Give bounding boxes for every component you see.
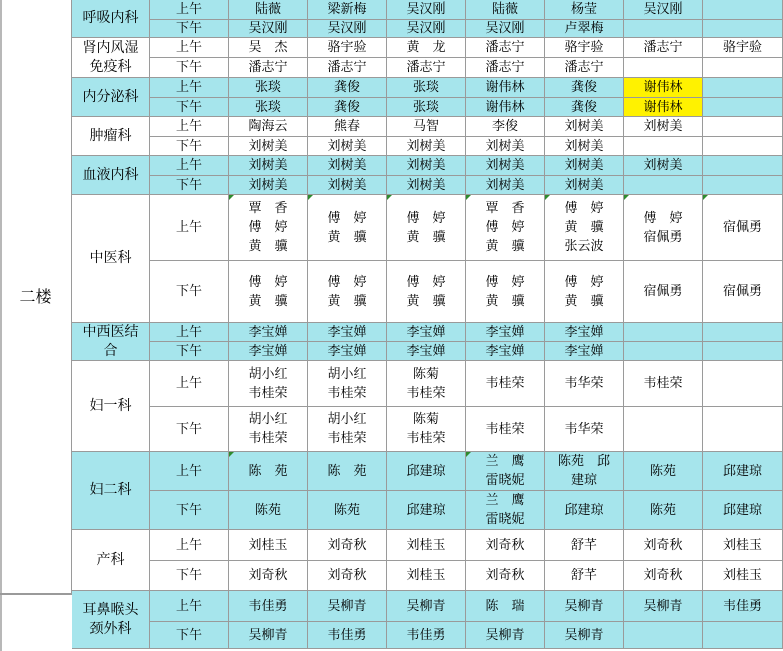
schedule-cell xyxy=(703,137,783,156)
schedule-cell: 刘树美 xyxy=(466,156,545,176)
schedule-cell: 李宝婵 xyxy=(545,323,624,342)
schedule-cell xyxy=(703,361,783,407)
schedule-cell xyxy=(703,20,783,38)
schedule-cell: 吴柳青 xyxy=(545,591,624,622)
schedule-cell: 吴汉刚 xyxy=(624,0,703,20)
department-name: 内分泌科 xyxy=(72,78,150,117)
schedule-cell: 陆薇 xyxy=(229,0,308,20)
schedule-cell: 马智 xyxy=(387,117,466,137)
schedule-cell: 陈 苑 xyxy=(229,452,308,491)
session-label: 下午 xyxy=(150,491,229,530)
schedule-cell: 谢伟林 xyxy=(466,98,545,117)
schedule-cell: 傅 婷 黄 骥 xyxy=(387,195,466,261)
schedule-cell: 刘奇秋 xyxy=(308,561,387,591)
schedule-cell: 舒芊 xyxy=(545,561,624,591)
schedule-cell: 李宝婵 xyxy=(466,342,545,361)
schedule-cell: 龚俊 xyxy=(308,78,387,98)
schedule-cell: 陶海云 xyxy=(229,117,308,137)
schedule-cell: 刘奇秋 xyxy=(308,530,387,561)
schedule-cell: 陆薇 xyxy=(466,0,545,20)
floor-label: 二楼 xyxy=(0,0,72,594)
schedule-cell: 邱建琼 xyxy=(545,491,624,530)
schedule-cell: 邱建琼 xyxy=(387,452,466,491)
schedule-cell: 刘树美 xyxy=(624,117,703,137)
department-name: 产科 xyxy=(72,530,150,591)
schedule-cell: 骆宇验 xyxy=(545,38,624,58)
schedule-cell: 陈苑 邱 建琼 xyxy=(545,452,624,491)
schedule-cell: 胡小红 韦桂荣 xyxy=(229,361,308,407)
schedule-cell xyxy=(703,117,783,137)
schedule-cell: 吴 杰 xyxy=(229,38,308,58)
schedule-cell: 熊春 xyxy=(308,117,387,137)
schedule-cell: 张琰 xyxy=(229,98,308,117)
session-label: 上午 xyxy=(150,0,229,20)
schedule-cell: 刘树美 xyxy=(387,156,466,176)
schedule-cell: 张琰 xyxy=(387,78,466,98)
schedule-cell: 刘奇秋 xyxy=(466,530,545,561)
schedule-cell xyxy=(703,342,783,361)
schedule-cell: 陈菊 韦桂荣 xyxy=(387,361,466,407)
schedule-cell: 韦华荣 xyxy=(545,407,624,452)
schedule-cell: 陈 苑 xyxy=(308,452,387,491)
department-name: 中医科 xyxy=(72,195,150,323)
schedule-cell xyxy=(703,407,783,452)
schedule-cell: 胡小红 韦桂荣 xyxy=(308,407,387,452)
schedule-cell: 刘树美 xyxy=(308,176,387,195)
schedule-cell: 潘志宁 xyxy=(308,58,387,78)
schedule-cell: 韦佳勇 xyxy=(308,622,387,649)
schedule-cell: 邱建琼 xyxy=(703,491,783,530)
schedule-cell: 梁新梅 xyxy=(308,0,387,20)
schedule-cell: 韦桂荣 xyxy=(624,361,703,407)
session-label: 上午 xyxy=(150,323,229,342)
schedule-cell: 吴汉刚 xyxy=(229,20,308,38)
schedule-cell: 刘桂玉 xyxy=(387,561,466,591)
schedule-cell: 刘树美 xyxy=(466,176,545,195)
schedule-cell: 谢伟林 xyxy=(624,98,703,117)
schedule-cell: 傅 婷 黄 骥 xyxy=(229,261,308,323)
schedule-cell: 陈苑 xyxy=(624,452,703,491)
schedule-cell: 陈 瑞 xyxy=(466,591,545,622)
schedule-cell: 谢伟林 xyxy=(466,78,545,98)
schedule-cell: 龚俊 xyxy=(545,98,624,117)
schedule-cell xyxy=(624,342,703,361)
schedule-cell: 吴汉刚 xyxy=(387,20,466,38)
schedule-cell: 傅 婷 黄 骥 xyxy=(387,261,466,323)
schedule-cell: 潘志宁 xyxy=(387,58,466,78)
schedule-cell: 韦佳勇 xyxy=(703,591,783,622)
schedule-cell xyxy=(624,58,703,78)
schedule-cell: 李宝婵 xyxy=(466,323,545,342)
schedule-cell: 李宝婵 xyxy=(229,323,308,342)
schedule-cell xyxy=(624,137,703,156)
schedule-cell: 龚俊 xyxy=(545,78,624,98)
schedule-cell: 潘志宁 xyxy=(545,58,624,78)
session-label: 下午 xyxy=(150,622,229,649)
schedule-cell: 韦佳勇 xyxy=(229,591,308,622)
session-label: 下午 xyxy=(150,58,229,78)
schedule-cell: 韦桂荣 xyxy=(466,407,545,452)
schedule-cell xyxy=(703,176,783,195)
schedule-cell xyxy=(624,407,703,452)
schedule-cell: 陈苑 xyxy=(624,491,703,530)
schedule-cell: 陈菊 韦桂荣 xyxy=(387,407,466,452)
schedule-cell: 潘志宁 xyxy=(466,58,545,78)
schedule-cell: 谢伟林 xyxy=(624,78,703,98)
schedule-cell: 刘树美 xyxy=(387,137,466,156)
schedule-cell: 刘桂玉 xyxy=(229,530,308,561)
schedule-cell: 傅 婷 宿佩勇 xyxy=(624,195,703,261)
schedule-cell: 李宝婵 xyxy=(387,342,466,361)
schedule-cell: 宿佩勇 xyxy=(624,261,703,323)
schedule-cell: 龚俊 xyxy=(308,98,387,117)
session-label: 上午 xyxy=(150,361,229,407)
schedule-cell: 刘树美 xyxy=(229,156,308,176)
schedule-cell xyxy=(703,58,783,78)
schedule-cell: 骆宇验 xyxy=(703,38,783,58)
schedule-cell: 潘志宁 xyxy=(466,38,545,58)
schedule-cell: 吴柳青 xyxy=(387,591,466,622)
schedule-cell: 傅 婷 黄 骥 xyxy=(466,261,545,323)
schedule-cell: 李宝婵 xyxy=(387,323,466,342)
department-name: 血液内科 xyxy=(72,156,150,195)
department-name: 呼吸内科 xyxy=(72,0,150,38)
schedule-cell: 陈苑 xyxy=(308,491,387,530)
schedule-cell: 吴柳青 xyxy=(308,591,387,622)
schedule-cell xyxy=(703,622,783,649)
schedule-cell: 卢翠梅 xyxy=(545,20,624,38)
schedule-cell xyxy=(703,0,783,20)
schedule-cell: 吴柳青 xyxy=(624,591,703,622)
schedule-cell: 胡小红 韦桂荣 xyxy=(308,361,387,407)
schedule-cell: 宿佩勇 xyxy=(703,261,783,323)
schedule-cell: 刘树美 xyxy=(229,137,308,156)
schedule-cell: 韦华荣 xyxy=(545,361,624,407)
session-label: 上午 xyxy=(150,591,229,622)
schedule-cell: 宿佩勇 xyxy=(703,195,783,261)
schedule-cell: 刘桂玉 xyxy=(703,561,783,591)
schedule-cell: 刘奇秋 xyxy=(624,530,703,561)
department-name: 妇一科 xyxy=(72,361,150,452)
schedule-cell: 吴柳青 xyxy=(545,622,624,649)
schedule-cell: 刘树美 xyxy=(624,156,703,176)
schedule-cell: 李宝婵 xyxy=(308,323,387,342)
department-name: 耳鼻喉头 颈外科 xyxy=(72,591,150,649)
session-label: 下午 xyxy=(150,342,229,361)
schedule-cell: 兰 鹰 雷晓妮 xyxy=(466,491,545,530)
schedule-cell: 覃 香 傅 婷 黄 骥 xyxy=(466,195,545,261)
schedule-cell: 张琰 xyxy=(229,78,308,98)
schedule-cell xyxy=(703,156,783,176)
schedule-cell: 吴汉刚 xyxy=(466,20,545,38)
schedule-cell: 刘树美 xyxy=(308,137,387,156)
session-label: 上午 xyxy=(150,195,229,261)
schedule-cell: 刘桂玉 xyxy=(703,530,783,561)
schedule-cell: 兰 鹰 雷晓妮 xyxy=(466,452,545,491)
schedule-cell: 傅 婷 黄 骥 张云波 xyxy=(545,195,624,261)
schedule-cell: 韦桂荣 xyxy=(466,361,545,407)
schedule-cell: 吴柳青 xyxy=(229,622,308,649)
schedule-cell xyxy=(703,78,783,98)
schedule-cell xyxy=(624,622,703,649)
schedule-cell: 潘志宁 xyxy=(229,58,308,78)
schedule-cell: 陈苑 xyxy=(229,491,308,530)
schedule-cell xyxy=(624,176,703,195)
schedule-cell: 李宝婵 xyxy=(308,342,387,361)
schedule-cell: 覃 香 傅 婷 黄 骥 xyxy=(229,195,308,261)
department-name: 肾内风湿 免疫科 xyxy=(72,38,150,78)
schedule-cell: 吴汉刚 xyxy=(308,20,387,38)
schedule-cell: 刘树美 xyxy=(387,176,466,195)
schedule-cell: 胡小红 韦桂荣 xyxy=(229,407,308,452)
department-name: 妇二科 xyxy=(72,452,150,530)
session-label: 上午 xyxy=(150,117,229,137)
schedule-cell: 黄 龙 xyxy=(387,38,466,58)
schedule-cell: 刘奇秋 xyxy=(229,561,308,591)
session-label: 上午 xyxy=(150,530,229,561)
schedule-cell: 刘树美 xyxy=(545,117,624,137)
session-label: 下午 xyxy=(150,407,229,452)
schedule-cell: 舒芊 xyxy=(545,530,624,561)
department-name: 中西医结 合 xyxy=(72,323,150,361)
schedule-cell: 骆宇验 xyxy=(308,38,387,58)
schedule-cell: 杨莹 xyxy=(545,0,624,20)
schedule-cell: 张琰 xyxy=(387,98,466,117)
schedule-cell: 刘树美 xyxy=(466,137,545,156)
session-label: 下午 xyxy=(150,561,229,591)
session-label: 下午 xyxy=(150,20,229,38)
schedule-cell xyxy=(624,323,703,342)
schedule-cell: 李宝婵 xyxy=(545,342,624,361)
schedule-cell: 潘志宁 xyxy=(624,38,703,58)
schedule-cell xyxy=(624,20,703,38)
schedule-cell: 刘树美 xyxy=(308,156,387,176)
session-label: 下午 xyxy=(150,261,229,323)
floor-divider xyxy=(0,594,72,595)
schedule-cell: 刘树美 xyxy=(545,156,624,176)
schedule-cell xyxy=(703,98,783,117)
schedule-cell: 傅 婷 黄 骥 xyxy=(308,261,387,323)
session-label: 上午 xyxy=(150,38,229,58)
schedule-cell: 邱建琼 xyxy=(387,491,466,530)
schedule-cell: 刘树美 xyxy=(545,176,624,195)
session-label: 上午 xyxy=(150,78,229,98)
schedule-cell: 韦佳勇 xyxy=(387,622,466,649)
schedule-cell xyxy=(703,323,783,342)
schedule-cell: 刘奇秋 xyxy=(624,561,703,591)
schedule-cell: 刘树美 xyxy=(545,137,624,156)
session-label: 下午 xyxy=(150,98,229,117)
schedule-cell: 傅 婷 黄 骥 xyxy=(545,261,624,323)
schedule-cell: 刘树美 xyxy=(229,176,308,195)
schedule-cell: 刘桂玉 xyxy=(387,530,466,561)
schedule-cell: 吴汉刚 xyxy=(387,0,466,20)
schedule-cell: 李宝婵 xyxy=(229,342,308,361)
schedule-cell: 傅 婷 黄 骥 xyxy=(308,195,387,261)
schedule-cell: 邱建琼 xyxy=(703,452,783,491)
session-label: 下午 xyxy=(150,176,229,195)
schedule-cell: 刘奇秋 xyxy=(466,561,545,591)
schedule-cell: 李俊 xyxy=(466,117,545,137)
schedule-cell: 吴柳青 xyxy=(466,622,545,649)
session-label: 上午 xyxy=(150,156,229,176)
session-label: 上午 xyxy=(150,452,229,491)
session-label: 下午 xyxy=(150,137,229,156)
department-name: 肿瘤科 xyxy=(72,117,150,156)
